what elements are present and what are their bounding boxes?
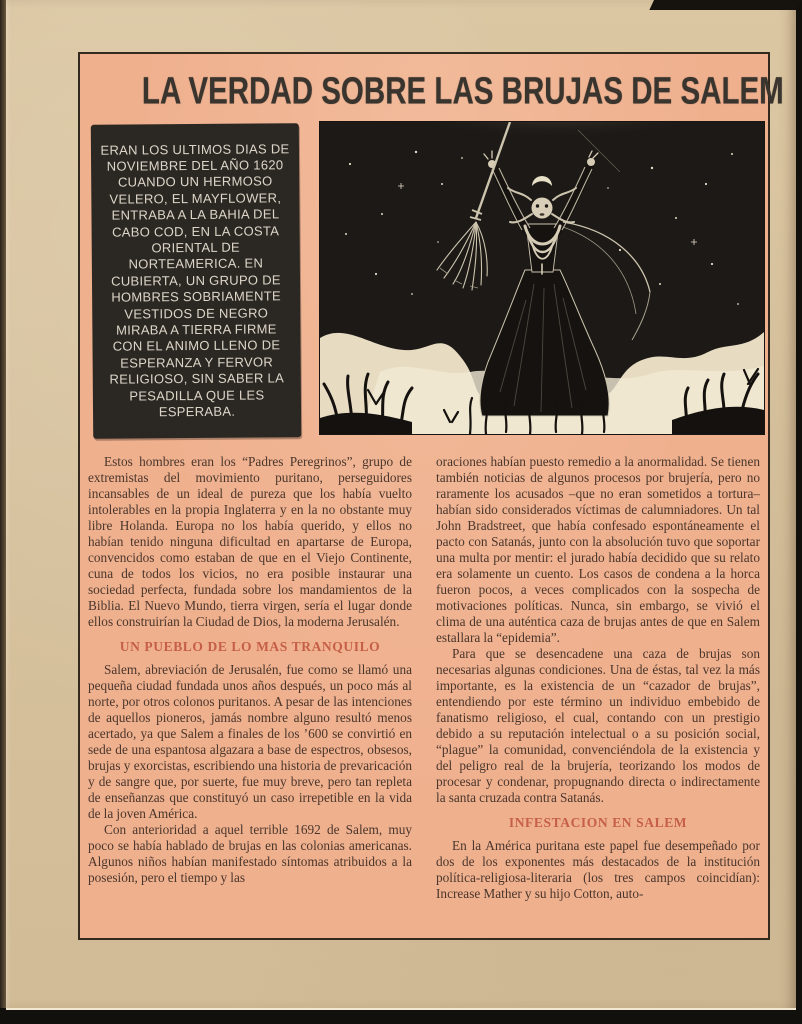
paragraph: Con anterioridad a aquel terrible 1692 de Salem, muy poco se había hablado de brujas en las colonias americanas. Algunos niños habían manifestado síntomas atribuidos a la posesión, pero el tiempo y las bbox=[88, 822, 412, 885]
article-content-plate bbox=[78, 52, 784, 940]
right-column bbox=[436, 454, 760, 930]
paragraph: Para que se desencadene una caza de brujas son necesarias algunas condiciones. Una de éstas, tal vez la más importante, es la existencia de un “cazador de brujas”, entendiendo por este término un individuo embebido de fanatismo religioso, el cual, contando con un prestigio debido a su reputación intelectual o a su posición social, “plague” la comunidad, convenciéndola de la existencia y del peligro real de la brujería, teorizando los modos de procesar y condenar, propugnando directa o indirectamente la santa cruzada contra Satanás. bbox=[436, 646, 760, 805]
photo-top-right-edge bbox=[649, 0, 802, 10]
page-left-edge-shadow bbox=[0, 0, 6, 1008]
paragraph: Salem, abreviación de Jerusalén, fue como se llamó una pequeña ciudad fundada unos años después, un poco más al norte, por otros colonos puritanos. A pesar de las intenciones de aquellos pioneros, jamás nombre alguno resultó menos acertado, ya que Salem a finales de los ’600 se convirtió en sede de una espantosa algazara a base de espectros, obsesos, brujas y exorcistas, escribiendo una historia de prevaricación y de sangre que, por suerte, fue muy breve, pero tan repleta de enseñanzas que constituyó un caso irrepetible en la vida de la joven América. bbox=[88, 662, 412, 821]
intro-text: ERAN LOS ULTIMOS DIAS DE NOVIEMBRE DEL AÑO 1620 CUANDO UN HERMOSO VELERO, EL MAYFLOWER, ENTRABA A LA BAHIA DEL CABO COD, EN LA COSTA ORIENTAL DE NORTEAMERICA. EN CUBIERTA, UN GRUPO DE HOMBRES SOBRIAMENTE VESTIDOS DE NEGRO MIRABA A TIERRA FIRME CON EL ANIMO LLENO DE ESPERANZA Y FERVOR RELIGIOSO, SIN SABER LA PESADILLA QUE LES ESPERABA. bbox=[100, 140, 290, 420]
article-body bbox=[88, 454, 760, 930]
page-title: LA VERDAD SOBRE LAS BRUJAS DE SALEM bbox=[141, 68, 784, 113]
paragraph: En la América puritana este papel fue desempeñado por dos de los exponentes más destacados de la institución política-religiosa-literaria (los tres campos coincidían): Increase Mather y su hijo Cotton, auto- bbox=[436, 838, 760, 901]
scanned-paper-page bbox=[6, 0, 796, 1010]
section-heading-infestacion: INFESTACION EN SALEM bbox=[508, 815, 688, 830]
section-heading-un-pueblo: UN PUEBLO DE LO MAS TRANQUILO bbox=[119, 639, 381, 654]
paragraph: oraciones habían puesto remedio a la anormalidad. Se tienen también noticias de algunos procesos por brujería, pero no raramente los acusados –que no eran sometidos a tortura– habían sido considerados víctimas de calumniadores. Un tal John Bradstreet, que había confesado espontáneamente el pacto con Satanás, junto con la absolución tuvo que soportar una multa por mentir: el jurado había decidido que su relato era solamente un cuento. Los casos de condena a la horca fueron pocos, a veces complicados con la sospecha de motivaciones políticas. Nunca, sin embargo, se vivió el clima de una auténtica caza de brujas antes de que en Salem estallara la “epidemia”. bbox=[436, 454, 760, 645]
left-column bbox=[88, 454, 412, 930]
paragraph: Estos hombres eran los “Padres Peregrinos”, grupo de extremistas del movimiento puritano, perseguidores incansables de un ideal de pureza que los había vuelto intolerables en la propia Inglaterra y en la no obstante muy libre Holanda. Europa no los había querido, y ellos no habían tenido ninguna dificultad en apartarse de Europa, convencidos como estaban de que en el Viejo Continente, cuna de todos los vicios, no era posible instaurar una sociedad perfecta, fundada sobre los mandamientos de la Biblia. El Nuevo Mundo, tierra virgen, sería el lugar donde ellos construirían la Ciudad de Dios, la moderna Jerusalén. bbox=[88, 454, 412, 629]
witch-illustration bbox=[320, 122, 764, 434]
witch-hand-right bbox=[587, 158, 595, 166]
witch-night-scene bbox=[320, 122, 764, 434]
intro-text-box bbox=[91, 123, 301, 439]
